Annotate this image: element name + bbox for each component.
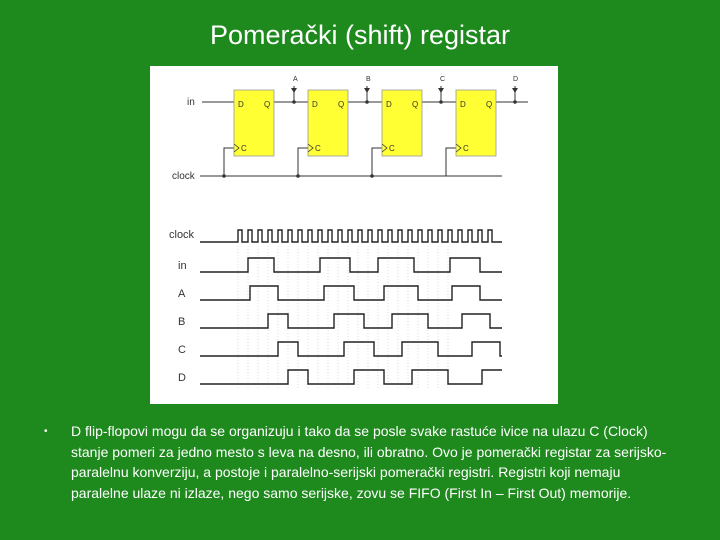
timing-label-in: in [178,260,187,272]
timing-label-b: B [178,316,186,328]
timing-gridlines [238,246,448,388]
timing-label-a: A [178,288,186,300]
ff4-q-pin: Q [486,100,493,109]
ff1-d-pin: D [238,100,244,109]
flipflop-4 [456,90,496,156]
flipflop-2 [308,90,348,156]
ff4-c-pin: C [463,144,469,153]
ff4-d-pin: D [460,100,466,109]
ff3-d-pin: D [386,100,392,109]
output-label-a: A [293,76,298,83]
waveform-d [200,370,502,384]
timing-label-clock: clock [169,229,195,241]
body-paragraph: D flip-flopovi mogu da se organizuju i tako da se posle svake rastuće ivice na ulazu C (Clock) stanje pomeri za jedno mesto s leva na desno, ili obratno. Ovo je pomerački registar za serijsko-paralelnu konverziju, a postoje i paralelno-serijski pomerački registri. Registri koji nemaju paralelne ulaze ni izlaze, nego samo serijske, zovu se FIFO (First In – First Out) memorije. [71,423,667,501]
ff2-c-pin: C [315,144,321,153]
ff3-c-pin: C [389,144,395,153]
circuit-input-label: in [187,97,195,108]
waveform-in [200,258,502,272]
shift-register-figure [150,66,558,404]
ff2-d-pin: D [312,100,318,109]
output-label-c: C [440,76,446,83]
waveform-c [200,342,502,356]
waveform-a [200,286,502,300]
ff1-c-pin: C [241,144,247,153]
slide-title: Pomerački (shift) registar [209,20,511,50]
waveform-b [200,314,502,328]
shift-register-diagram [150,66,558,404]
output-label-d: D [513,76,519,83]
waveform-clock [200,230,502,242]
circuit-clock-label: clock [172,171,195,182]
ff3-q-pin: Q [412,100,419,109]
flipflop-3 [382,90,422,156]
timing-label-c: C [178,344,186,356]
output-label-b: B [366,76,371,83]
timing-label-d: D [178,372,186,384]
bullet-marker: • [44,426,48,437]
ff1-q-pin: Q [264,100,271,109]
ff2-q-pin: Q [338,100,345,109]
flipflop-1 [234,90,274,156]
